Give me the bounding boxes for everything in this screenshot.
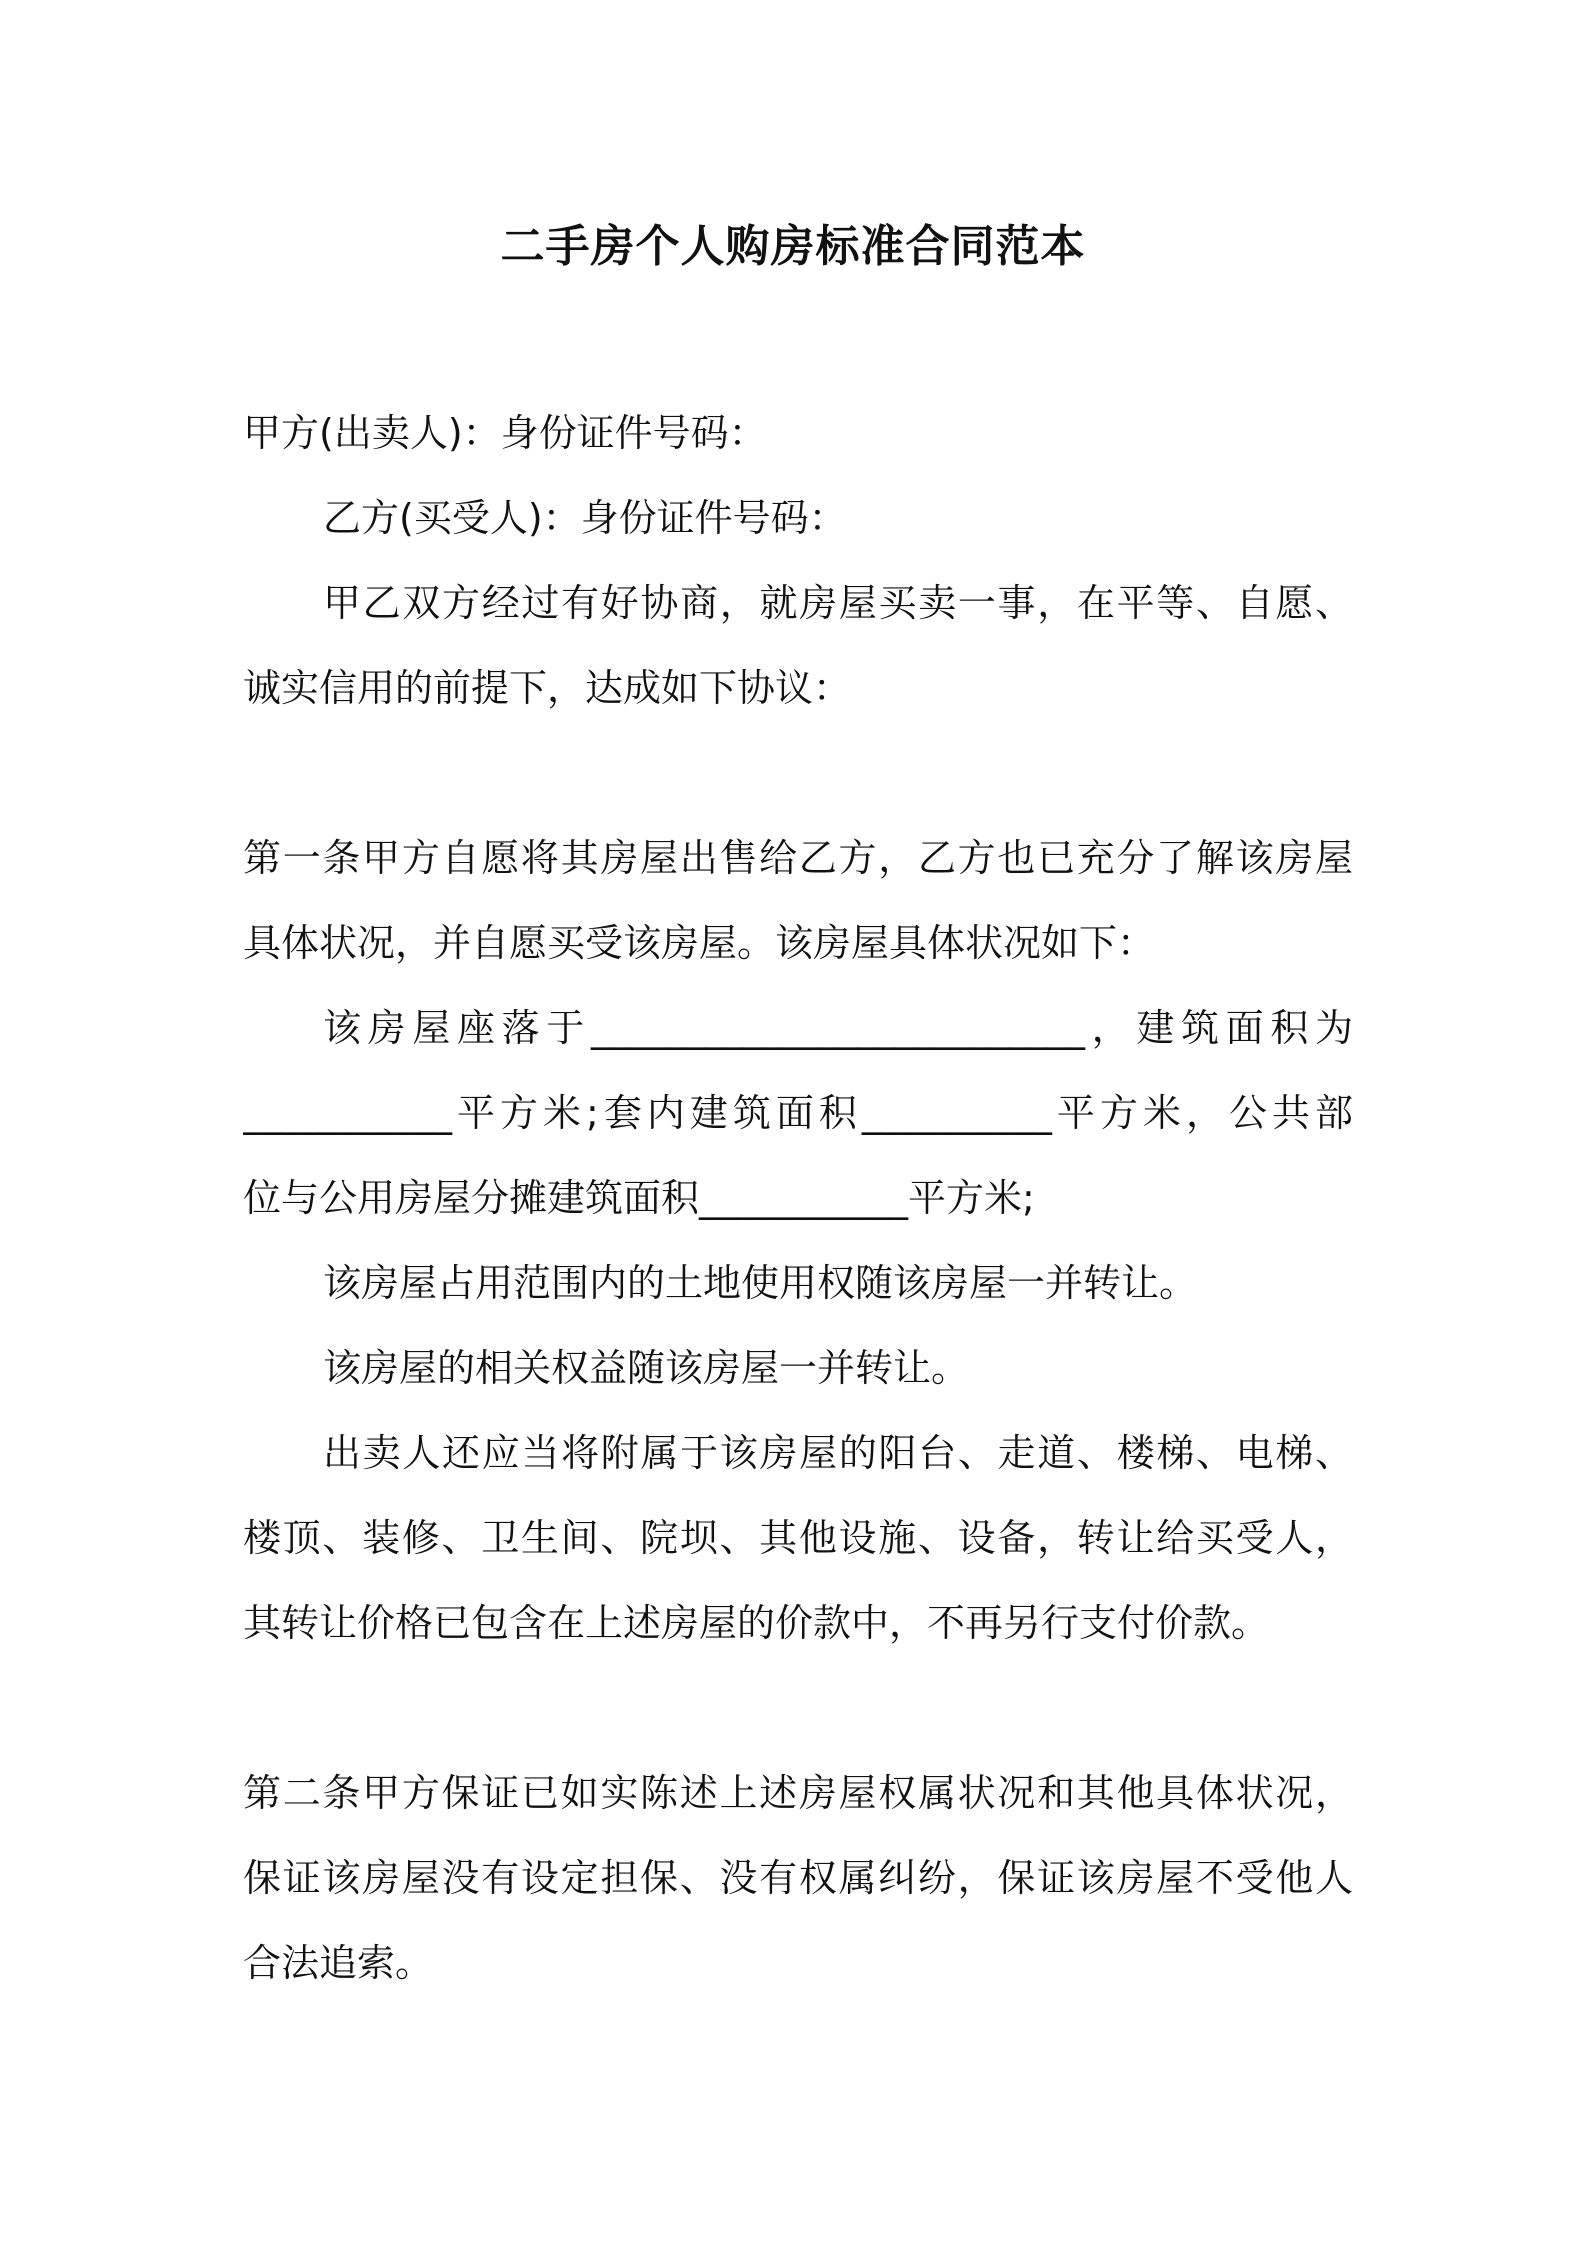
article-2-line-1: 第二条甲方保证已如实陈述上述房屋权属状况和其他具体状况， [243,1771,1353,1815]
party-b-line: 乙方(买受人)：身份证件号码： [323,496,847,540]
area-line: ___________平方米;套内建筑面积__________平方米，公共部 [243,1091,1353,1135]
fixtures-line-2: 楼顶、装修、卫生间、院坝、其他设施、设备，转让给买受人， [243,1516,1353,1560]
land-use-line: 该房屋占用范围内的土地使用权随该房屋一并转让。 [323,1261,1198,1305]
shared-area-line: 位与公用房屋分摊建筑面积___________平方米; [243,1176,1035,1220]
preamble-line-1: 甲乙双方经过有好协商，就房屋买卖一事，在平等、自愿、 [323,581,1353,625]
document-title: 二手房个人购房标准合同范本 [500,221,1086,272]
article-2-line-3: 合法追索。 [243,1941,434,1985]
article-1-line-2: 具体状况，并自愿买受该房屋。该房屋具体状况如下： [243,921,1156,965]
fixtures-line-3: 其转让价格已包含在上述房屋的价款中，不再另行支付价款。 [243,1601,1270,1645]
party-a-line: 甲方(出卖人)：身份证件号码： [243,411,767,455]
article-2-line-2: 保证该房屋没有设定担保、没有权属纠纷，保证该房屋不受他人 [243,1856,1353,1900]
article-1-line-1: 第一条甲方自愿将其房屋出售给乙方，乙方也已充分了解该房屋 [243,836,1353,880]
fixtures-line-1: 出卖人还应当将附属于该房屋的阳台、走道、楼梯、电梯、 [323,1431,1353,1475]
rights-line: 该房屋的相关权益随该房屋一并转让。 [323,1346,970,1390]
property-location-line: 该房屋座落于__________________________，建筑面积为 [323,1006,1353,1050]
preamble-line-2: 诚实信用的前提下，达成如下协议： [243,666,852,710]
